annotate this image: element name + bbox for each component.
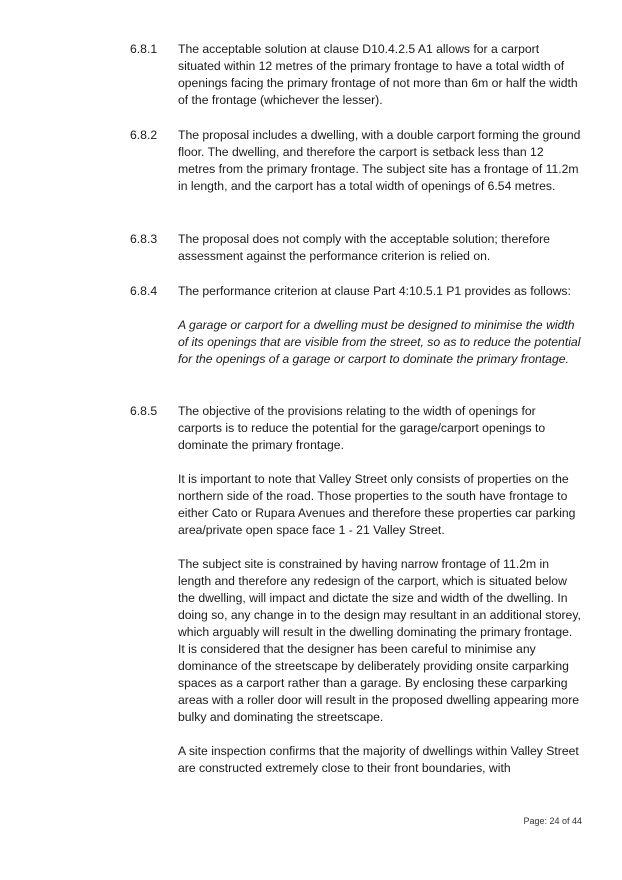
- paragraph: The subject site is constrained by having narrow frontage of 11.2m in length and therefore any redesign of the carport, which is situated below the dwelling, will impact and dictate the size and width of the dwelling. In doing so, any change in to the design may resultant in an additional storey, which arguably will result in the dwelling dominating the primary frontage. It is considered that the designer has been careful to minimise any dominance of the streetscape by deliberately providing onsite carparking spaces as a carport rather than a garage. By enclosing these carparking areas with a roller door will result in the proposed dwelling appearing more bulky and dominating the streetscape.: [178, 557, 581, 724]
- section-text: [178, 127, 582, 195]
- paragraph: The acceptable solution at clause D10.4.2.5 A1 allows for a carport situated within 12 metres of the primary frontage to have a total width of openings facing the primary frontage of not more than 6m or half the width of the frontage (whichever the lesser).: [178, 42, 578, 107]
- quoted-criterion: A garage or carport for a dwelling must be designed to minimise the width of its openings that are visible from the street, so as to reduce the potential for the openings of a garage or carport to dominate the primary frontage.: [178, 318, 581, 366]
- section-6-8-3: [130, 231, 582, 265]
- section-number: 6.8.1: [130, 42, 158, 56]
- section-6-8-5: [130, 403, 582, 777]
- section-text: [178, 403, 582, 777]
- paragraph: The objective of the provisions relating to the width of openings for carports is to reduce the potential for the garage/carport openings to dominate the primary frontage.: [178, 404, 546, 452]
- paragraph: The proposal does not comply with the acceptable solution; therefore assessment against the performance criterion is relied on.: [178, 232, 550, 263]
- section-6-8-2: [130, 127, 582, 195]
- section-number: 6.8.5: [130, 404, 158, 418]
- section-text: [178, 283, 582, 368]
- section-number: 6.8.4: [130, 284, 158, 298]
- section-number: 6.8.3: [130, 232, 158, 246]
- section-text: [178, 41, 582, 109]
- section-6-8-4: [130, 283, 582, 368]
- paragraph: A site inspection confirms that the majority of dwellings within Valley Street are constructed extremely close to their front boundaries, with: [178, 744, 579, 775]
- paragraph: The proposal includes a dwelling, with a double carport forming the ground floor. The dwelling, and therefore the carport is setback less than 12 metres from the primary frontage. The subject site has a frontage of 11.2m in length, and the carport has a total width of openings of 6.54 metres.: [178, 128, 581, 193]
- page-number: Page: 24 of 44: [523, 816, 582, 826]
- paragraph: The performance criterion at clause Part 4:10.5.1 P1 provides as follows:: [178, 284, 571, 298]
- section-number: 6.8.2: [130, 128, 158, 142]
- section-6-8-1: [130, 41, 582, 109]
- paragraph: It is important to note that Valley Street only consists of properties on the northern side of the road. Those properties to the south have frontage to either Cato or Rupara Avenues and therefore these properties car parking area/private open space face 1 - 21 Valley Street.: [178, 472, 576, 537]
- section-text: [178, 231, 582, 265]
